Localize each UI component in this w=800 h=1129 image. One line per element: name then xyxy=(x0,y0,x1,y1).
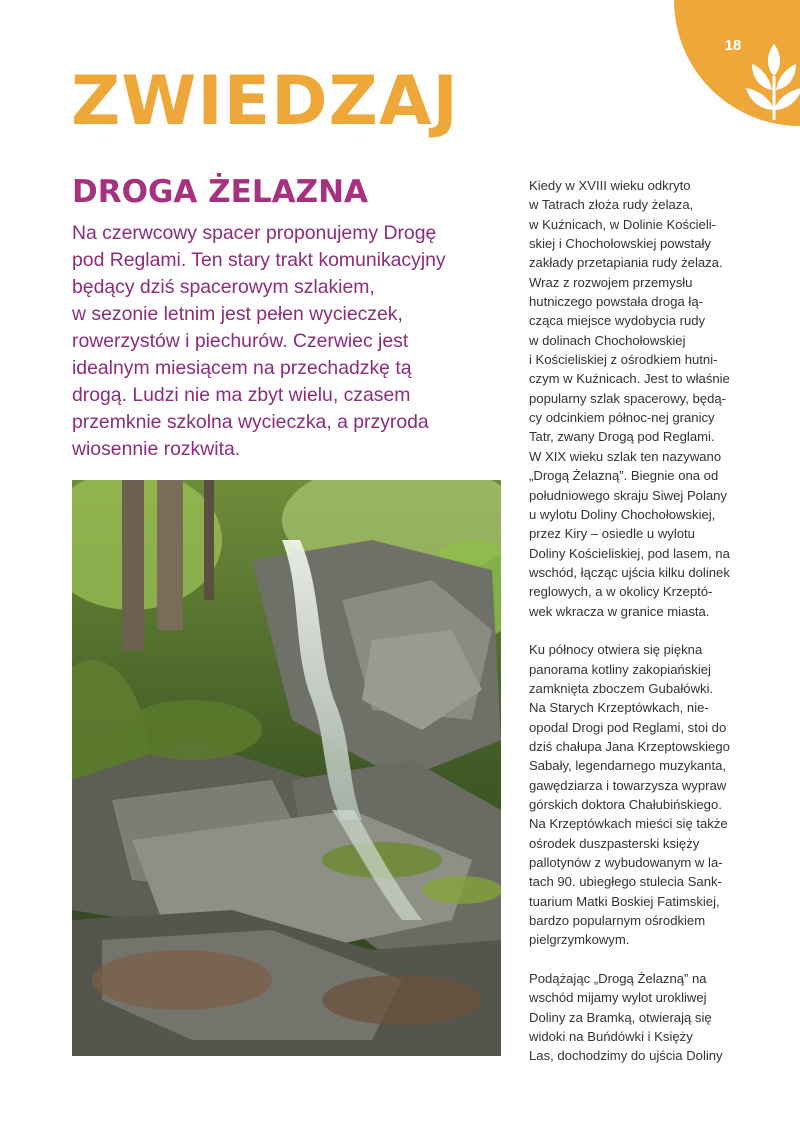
body-line: widoki na Buńdówki i Księży xyxy=(529,1029,693,1045)
wheat-icon xyxy=(744,40,800,120)
body-line: wschód, łącząc ujścia kilku dolinek xyxy=(529,564,730,580)
body-line: W XIX wieku szlak ten nazywano xyxy=(529,448,722,464)
lead-line: pod Reglami. Ten stary trakt komunikacyjny xyxy=(72,249,446,271)
body-line: opodal Drogi pod Reglami, stoi do xyxy=(529,719,727,735)
body-line: czym w Kuźnicach. Jest to właśnie xyxy=(529,371,730,387)
body-line: ośrodek duszpasterski księży xyxy=(529,835,700,851)
body-line: bardzo popularnym ośrodkiem xyxy=(529,913,706,929)
mountain-stream-photo xyxy=(72,480,501,1056)
body-line: Kiedy w XVIII wieku odkryto xyxy=(529,178,691,193)
body-line: górskich doktora Chałubińskiego. xyxy=(529,797,722,812)
section-title: ZWIEDZAJ xyxy=(71,62,459,141)
body-line: Wraz z rozwojem przemysłu xyxy=(529,274,693,290)
body-line: Na Krzeptówkach mieści się także xyxy=(529,816,728,832)
body-line: skiej i Chochołowskiej powstały xyxy=(529,236,711,252)
body-line: Ku północy otwiera się piękna xyxy=(529,642,703,658)
lead-paragraph xyxy=(72,220,512,463)
body-line: popularny szlak spacerowy, będą- xyxy=(529,390,726,406)
lead-line: wiosennie rozkwita. xyxy=(72,438,241,460)
body-line: cząca miejsce wydobycia rudy xyxy=(529,313,706,329)
body-paragraph xyxy=(529,969,739,1066)
body-line: Las, dochodzimy do ujścia Doliny xyxy=(529,1048,723,1064)
body-paragraph xyxy=(529,176,739,621)
lead-line: Na czerwcowy spacer proponujemy Drogę xyxy=(72,222,437,244)
body-line: pallotynów z wybudowanym w la- xyxy=(529,855,723,871)
body-line: w Kuźnicach, w Dolinie Kościeli- xyxy=(529,216,717,232)
body-line: przez Kiry – osiedle u wylotu xyxy=(529,526,695,542)
body-line: wschód mijamy wylot urokliwej xyxy=(529,990,707,1006)
body-line: wek wkracza w granice miasta. xyxy=(529,603,710,619)
body-line: Doliny za Bramką, otwierają się xyxy=(529,1009,712,1025)
body-line: cy odcinkiem północ-nej granicy xyxy=(529,410,715,426)
body-line: Sabały, legendarnego muzykanta, xyxy=(529,758,727,774)
body-line: południowego skraju Siwej Polany xyxy=(529,487,727,503)
body-line: zamknięta zboczem Gubałówki. xyxy=(529,680,714,696)
lead-line: będący dziś spacerowym szlakiem, xyxy=(72,276,375,298)
body-line: Tatr, zwany Drogą pod Reglami. xyxy=(529,429,715,445)
body-line: tach 90. ubiegłego stulecia Sank- xyxy=(529,874,722,890)
body-line: zakłady przetapiania rudy żelaza. xyxy=(529,255,723,271)
body-line: Podążając „Drogą Żelazną” na xyxy=(529,971,707,987)
body-line: hutniczego powstała droga łą- xyxy=(529,294,703,310)
body-paragraph xyxy=(529,640,739,950)
body-line: dziś chałupa Jana Krzeptowskiego xyxy=(529,738,730,754)
body-line: pielgrzymkowym. xyxy=(529,932,630,948)
body-line: w Tatrach złoża rudy żelaza, xyxy=(529,197,694,213)
lead-line: w sezonie letnim jest pełen wycieczek, xyxy=(72,303,403,325)
lead-line: drogą. Ludzi nie ma zbyt wielu, czasem xyxy=(72,384,411,406)
page-number: 18 xyxy=(724,37,742,54)
body-line: reglowych, a w okolicy Krzeptó- xyxy=(529,584,713,600)
article-title: DROGA ŻELAZNA xyxy=(72,174,368,210)
body-line: gawędziarza i towarzysza wypraw xyxy=(529,777,727,793)
lead-line: idealnym miesiącem na przechadzkę tą xyxy=(72,357,412,379)
lead-line: rowerzystów i piechurów. Czerwiec jest xyxy=(72,330,409,352)
body-line: panorama kotliny zakopiańskiej xyxy=(529,661,711,677)
body-line: w dolinach Chochołowskiej xyxy=(529,332,686,348)
body-line: Na Starych Krzeptówkach, nie- xyxy=(529,700,709,716)
lead-line: przemknie szkolna wycieczka, a przyroda xyxy=(72,411,429,433)
body-line: „Drogą Żelazną”. Biegnie ona od xyxy=(529,468,719,484)
body-line: tuarium Matki Boskiej Fatimskiej, xyxy=(529,893,720,909)
body-line: Doliny Kościeliskiej, pod lasem, na xyxy=(529,545,730,561)
body-line: u wylotu Doliny Chochołowskiej, xyxy=(529,506,716,522)
body-text-column xyxy=(529,176,739,1085)
body-line: i Kościeliskiej z ośrodkiem hutni- xyxy=(529,352,718,368)
